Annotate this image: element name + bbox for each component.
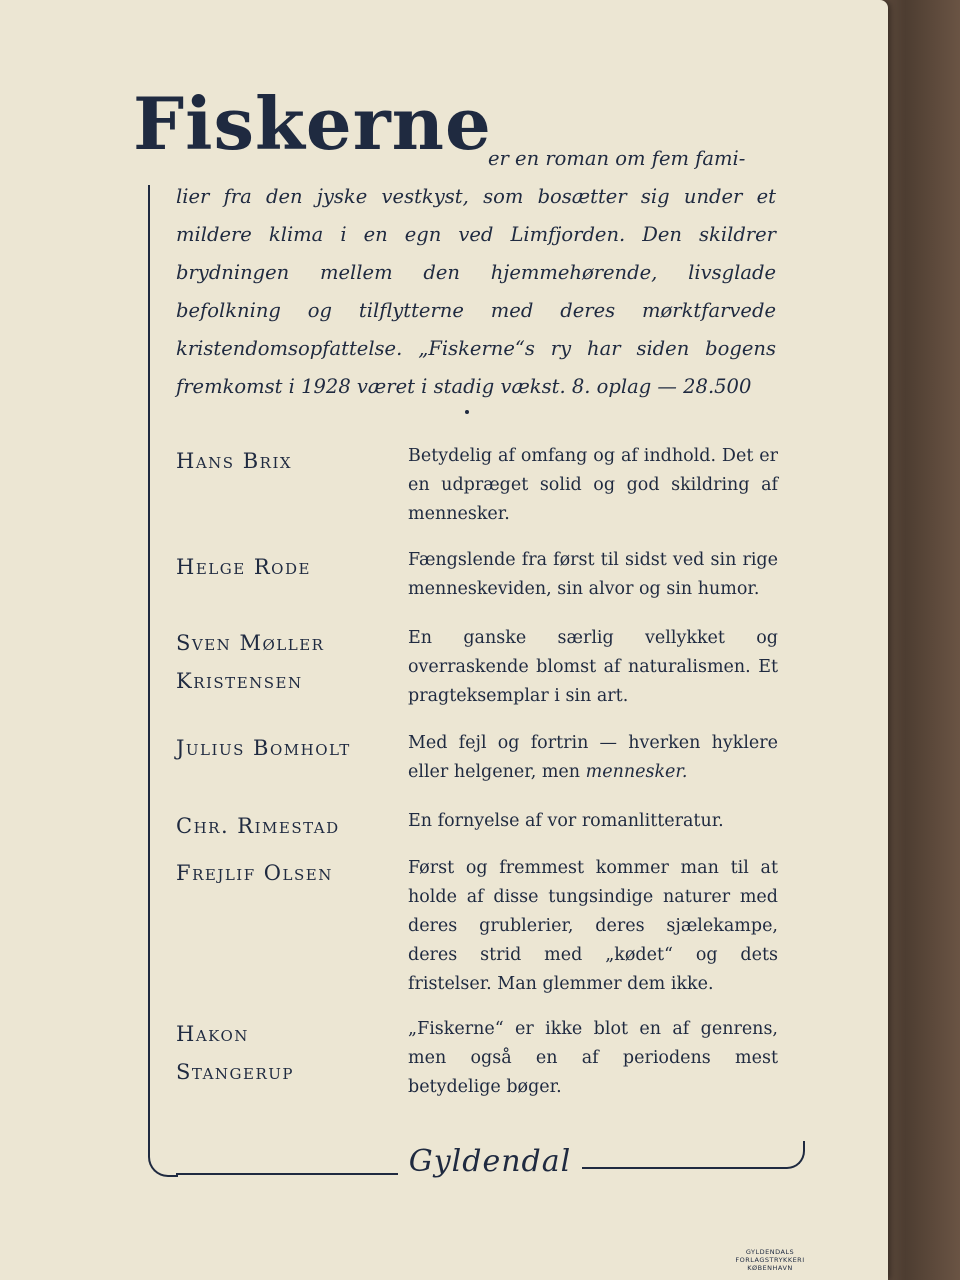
frame-line-bottom-right [582, 1167, 787, 1169]
printer-line: KØBENHAVN [747, 1264, 793, 1272]
review-quote: Fængslende fra først til sidst ved sin rige menneskeviden, sin alvor og sin humor. [408, 550, 778, 599]
book-blurb [176, 140, 776, 406]
frame-line-bottom-left [176, 1173, 398, 1175]
reviewer-name: Frejlif Olsen [176, 861, 333, 885]
reviewer-name: Hans Brix [176, 449, 293, 473]
reviewer-name: Hakon Stangerup [176, 1022, 294, 1084]
ornament-dot [465, 410, 469, 414]
review-quote-emphasis: mennesker. [585, 762, 688, 782]
review-quote: En ganske særlig vellykket og overraskende blomst af naturalismen. Et pragteksemplar i sin art. [408, 628, 778, 706]
review-quote-text: Med fejl og fortrin — hverken hyklere eller helgener, men [408, 733, 778, 782]
printer-stamp [730, 1248, 810, 1272]
printer-line: FORLAGSTRYKKERI [735, 1256, 805, 1264]
reviewer-name: Helge Rode [176, 555, 311, 579]
review-quote: En fornyelse af vor romanlitteratur. [408, 811, 724, 831]
printer-line: GYLDENDALS [745, 1248, 795, 1256]
review-quote [408, 729, 778, 787]
blurb-text: lier fra den jyske vestkyst, som bosætter sig under et mildere klima i en egn ved Limfjorden. Den skildrer brydningen mellem den hjemmehørende, livsglade befolkning og tilflytterne med deres mørktfarvede kristendomsopfattelse. „Fiskerne“s ry har siden bogens fremkomst i 1928 været i stadig vækst. 8. oplag — 28.500 [176, 185, 776, 398]
publisher-name: Gyldendal [408, 1144, 572, 1179]
book-title: Fiskerne [133, 81, 492, 166]
reviewer-name: Julius Bomholt [176, 736, 351, 760]
reviewer-name: Chr. Rimestad [176, 814, 340, 838]
blurb-first-line: er en roman om fem fami- [488, 147, 746, 170]
review-quote: „Fiskerne“ er ikke blot en af genrens, men også en af periodens mest betydelige bøger. [408, 1019, 778, 1097]
reviewer-name: Sven Møller Kristensen [176, 631, 325, 693]
frame-hook [785, 1141, 805, 1169]
frame-line-left [148, 185, 178, 1177]
review-quote: Betydelig af omfang og af indhold. Det er en udpræget solid og god skildring af mennesker. [408, 446, 778, 524]
review-quote: Først og fremmest kommer man til at holde af disse tungsindige naturer med deres grublerier, deres sjælekampe, deres strid med „kødet“ og dets fristelser. Man glemmer dem ikke. [408, 858, 778, 994]
